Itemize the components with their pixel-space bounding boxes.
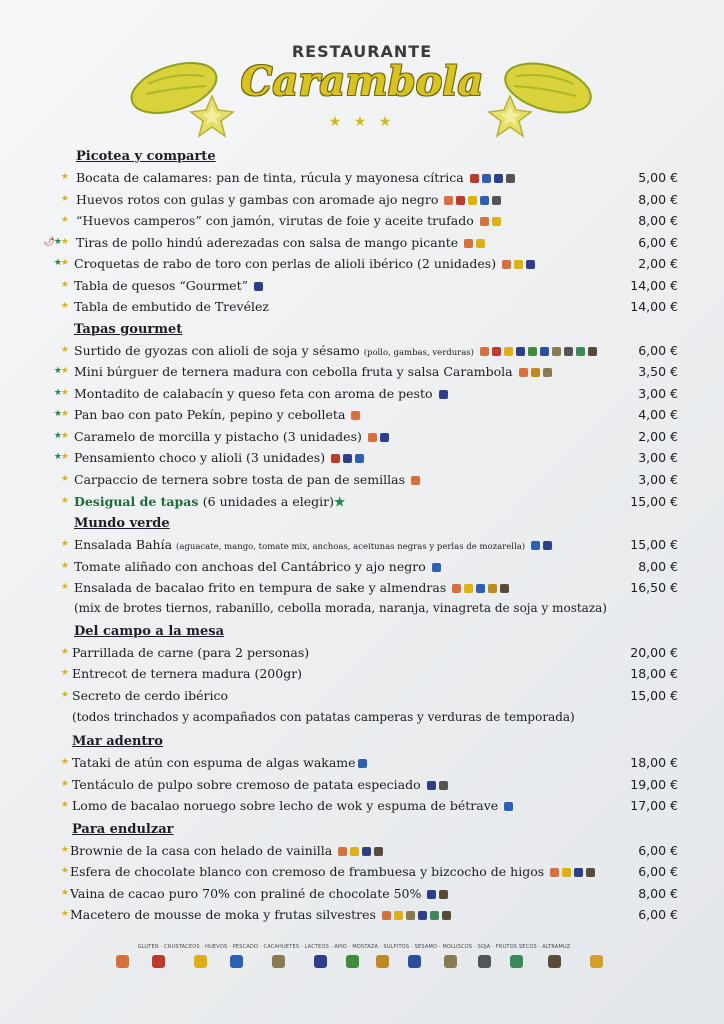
menu-item-note [0,601,724,622]
item-price: 14,00 € [630,278,678,293]
sulfitos-icon [540,347,549,356]
brand-name: Carambola [240,58,484,105]
gluten-icon [368,433,377,442]
lacteos-icon [526,260,535,269]
item-price: 2,00 € [638,256,678,271]
lacteos-icon [254,282,263,291]
crustaceos-icon [331,454,340,463]
menu-item [0,864,724,885]
item-name [76,213,504,229]
item-price: 8,00 € [638,192,678,207]
item-name-text: Tabla de quesos “Gourmet” [74,278,248,293]
item-price: 15,00 € [630,494,678,509]
item-price: 3,00 € [638,450,678,465]
soja-icon [576,347,585,356]
allergen-icons [427,778,451,793]
huevos-icon [350,847,359,856]
item-name-text: Desigual de tapas [74,494,199,509]
rating-stars: ★ [60,779,68,789]
item-price: 8,00 € [638,213,678,228]
item-name-text: Carpaccio de ternera sobre tosta de pan de semillas [74,472,406,487]
menu-item [0,170,724,191]
item-name [74,429,392,445]
item-name-text: Montadito de calabacín y queso feta con aroma de pesto [74,386,433,401]
menu-item [0,386,724,407]
rating-stars: ★ [60,647,68,657]
menu-item [0,450,724,471]
menu-item [0,429,724,450]
gluten-icon [464,239,473,248]
section-title-campo: Del campo a la mesa [74,624,224,639]
cacahuetes-icon [406,911,415,920]
item-name-text: Croquetas de rabo de toro con perlas de alioli ibérico (2 unidades) [74,256,497,271]
moluscos-icon [439,781,448,790]
frutos-secos-icon [374,847,383,856]
section-title-mundo: Mundo verde [74,516,170,531]
item-price: 4,00 € [638,407,678,422]
allergen-icons [502,257,538,272]
mostaza-icon [488,584,497,593]
menu-item-note [0,710,724,731]
menu-item [0,843,724,864]
item-name-text: Bocata de calamares: pan de tinta, rúcula y mayonesa cítrica [76,170,464,185]
rating-stars: ★★ [53,431,68,441]
lacteos-icon [439,390,448,399]
huevos-icon [394,911,403,920]
item-name [70,886,451,902]
moluscos-icon [478,955,491,968]
pescado-icon [230,955,243,968]
crustaceos-icon [470,174,479,183]
item-name: Tabla de embutido de Trevélez [74,299,269,314]
allergen-icons [439,387,451,402]
menu-item [0,666,724,687]
item-name-text: Surtido de gyozas con alioli de soja y sésamo [74,343,360,358]
rating-stars: ★ [60,866,68,876]
cacahuetes-icon [272,955,285,968]
allergen-icons [331,451,367,466]
rating-stars: ★ [60,582,68,592]
item-price: 14,00 € [630,299,678,314]
pescado-icon [358,759,367,768]
item-detail: (pollo, gambas, verduras) [363,348,474,358]
gluten-icon [382,911,391,920]
item-name-text: Ensalada de bacalao frito en tempura de sake y almendras [74,580,447,595]
allergen-icons [531,538,555,553]
huevos-icon [468,196,477,205]
menu-item [0,235,724,256]
lacteos-icon [380,433,389,442]
rating-stars: ★★ [53,452,68,462]
menu-item [0,278,724,299]
item-name [74,407,363,423]
allergen-icons [411,473,423,488]
item-name [76,170,518,186]
item-name [72,755,370,771]
rating-stars: ★★ [53,258,68,268]
item-price: 16,50 € [630,580,678,595]
gluten-icon [502,260,511,269]
sesamo-icon [543,368,552,377]
pescado-icon [504,802,513,811]
item-name [74,364,555,380]
frutos-secos-icon [588,347,597,356]
menu-header [0,38,724,138]
item-price: 6,00 € [638,843,678,858]
item-price: 3,00 € [638,386,678,401]
huevos-icon [504,347,513,356]
lacteos-icon [574,868,583,877]
crustaceos-icon [492,347,501,356]
menu-item [0,580,724,601]
item-price: 8,00 € [638,886,678,901]
moluscos-icon [492,196,501,205]
menu-item [0,407,724,428]
item-name-text: Vaina de cacao puro 70% con praliné de chocolate 50% [70,886,422,901]
frutos-secos-icon [442,911,451,920]
sulfitos-icon [408,955,421,968]
menu-item [0,494,724,515]
rating-stars: ★ [60,909,68,919]
item-price: 2,00 € [638,429,678,444]
menu-item [0,343,724,364]
menu-item [0,256,724,277]
gluten-icon [411,476,420,485]
sesamo-icon [444,955,457,968]
crustaceos-icon [152,955,165,968]
item-name [70,843,386,859]
allergen-legend-labels: GLUTEN · CRUSTACEOS · HUEVOS · PESCADO · CACAHUETES · LACTEOS · APIO · MOSTAZA · SULFITOS · SESAMO · MOLUSCOS · SOJA · FRUTOS SECOS · ALTRAMUZ [137,944,571,950]
rating-stars: ★ [60,280,68,290]
item-price: 6,00 € [638,235,678,250]
section-title-tapas: Tapas gourmet [74,322,183,337]
frutos-secos-icon [548,955,561,968]
menu-item [0,559,724,580]
section-title-endulzar: Para endulzar [72,822,174,837]
item-name [70,907,454,923]
item-price: 6,00 € [638,907,678,922]
rating-stars: ★ [60,539,68,549]
pescado-icon [476,584,485,593]
item-price: 18,00 € [630,755,678,770]
item-name-text: Macetero de mousse de moka y frutas silvestres [70,907,376,922]
item-name-text: Lomo de bacalao noruego sobre lecho de wok y espuma de bétrave [72,798,499,813]
gluten-icon [480,217,489,226]
huevos-icon [492,217,501,226]
menu-item [0,645,724,666]
rating-stars: ★ [60,845,68,855]
menu-item [0,777,724,798]
gluten-icon [519,368,528,377]
pescado-icon [432,563,441,572]
item-price: 6,00 € [638,864,678,879]
moluscos-icon [564,347,573,356]
header-stars: ★ ★ ★ [328,114,396,130]
item-name [74,343,600,359]
rating-stars: ★ [60,888,68,898]
lacteos-icon [362,847,371,856]
allergen-icons [382,908,454,923]
item-detail: (aguacate, mango, tomate mix, anchoas, aceitunas negras y perlas de mozarella) [176,542,526,552]
huevos-icon [464,584,473,593]
soja-icon [430,911,439,920]
item-name [76,192,504,208]
huevos-icon [562,868,571,877]
allergen-icons [480,344,600,359]
section-title-picotea: Picotea y comparte [76,149,216,164]
allergen-icons [432,560,444,575]
menu-item [0,192,724,213]
item-name [74,494,345,509]
allergen-icons [470,171,518,186]
rating-stars: ★ [60,194,68,204]
item-name [74,386,451,402]
item-name [74,278,266,294]
rating-stars: ★ [60,561,68,571]
allergen-icons [427,887,451,902]
pescado-icon [355,454,364,463]
menu-item [0,688,724,709]
frutos-secos-icon [500,584,509,593]
item-name [74,537,555,553]
rating-stars: ★ [60,474,68,484]
gluten-icon [452,584,461,593]
item-note: (todos trinchados y acompañados con patatas camperas y verduras de temporada) [72,710,575,724]
item-name-text: Pan bao con pato Pekín, pepino y cebolleta [74,407,346,422]
mostaza-icon [531,368,540,377]
rating-stars: ★ [60,668,68,678]
item-name [74,256,538,272]
item-name [72,777,451,793]
menu-item [0,537,724,558]
item-price: 8,00 € [638,559,678,574]
item-detail: (6 unidades a elegir) [202,494,334,509]
allergen-icons [254,279,266,294]
section-title-mar: Mar adentro [72,734,163,749]
item-price: 18,00 € [630,666,678,681]
rating-stars: ★★ [53,388,68,398]
rating-stars: ★ [60,800,68,810]
menu-item [0,886,724,907]
item-name-text: Pensamiento choco y alioli (3 unidades) [74,450,326,465]
item-name-text: “Huevos camperos” con jamón, virutas de foie y aceite trufado [76,213,474,228]
menu-item [0,472,724,493]
restaurant-word: RESTAURANTE [291,42,433,61]
item-name-text: Tataki de atún con espuma de algas wakame [72,755,356,770]
gluten-icon [550,868,559,877]
item-price: 20,00 € [630,645,678,660]
item-name-text: Tomate aliñado con anchoas del Cantábrico y ajo negro [74,559,426,574]
item-price: 19,00 € [630,777,678,792]
lacteos-icon [427,890,436,899]
allergen-icons [338,844,386,859]
rating-stars: ★ [60,215,68,225]
pescado-icon [482,174,491,183]
item-price: 3,50 € [638,364,678,379]
menu-item [0,364,724,385]
apio-icon [346,955,359,968]
menu-item [0,755,724,776]
item-name [70,864,598,880]
item-name [74,450,367,466]
gluten-icon [444,196,453,205]
item-name: Entrecot de ternera madura (200gr) [72,666,303,681]
allergen-icons [368,430,392,445]
rating-stars: 🌶★★ [43,237,68,247]
pescado-icon [480,196,489,205]
allergen-icons [480,214,504,229]
lacteos-icon [494,174,503,183]
item-name [72,798,516,814]
lacteos-icon [418,911,427,920]
item-name [74,559,444,575]
allergen-icons [519,365,555,380]
rating-stars: ★ [60,690,68,700]
item-name: Secreto de cerdo ibérico [72,688,228,703]
rating-stars: ★ [60,172,68,182]
item-name-text: Brownie de la casa con helado de vainilla [70,843,333,858]
item-name-text: Caramelo de morcilla y pistacho (3 unidades) [74,429,362,444]
altramuz-icon [590,955,603,968]
sesamo-icon [552,347,561,356]
menu-item [0,299,724,320]
star-icon: ★ [333,494,346,509]
allergen-icons [550,865,598,880]
crustaceos-icon [456,196,465,205]
huevos-icon [514,260,523,269]
rating-stars: ★ [60,345,68,355]
soja-icon [510,955,523,968]
allergen-icons [351,408,363,423]
rating-stars: ★ [60,301,68,311]
frutos-secos-icon [586,868,595,877]
item-name: Parrillada de carne (para 2 personas) [72,645,310,660]
rating-stars: ★★ [53,366,68,376]
item-note: (mix de brotes tiernos, rabanillo, cebolla morada, naranja, vinagreta de soja y mostaza) [74,601,607,615]
item-price: 5,00 € [638,170,678,185]
frutos-secos-icon [439,890,448,899]
huevos-icon [194,955,207,968]
gluten-icon [338,847,347,856]
menu-item [0,213,724,234]
item-name-text: Ensalada Bahía [74,537,173,552]
pescado-icon [531,541,540,550]
item-name-text: Tiras de pollo hindú aderezadas con salsa de mango picante [76,235,459,250]
allergen-icons [504,799,516,814]
mostaza-icon [376,955,389,968]
lacteos-icon [343,454,352,463]
allergen-icons [444,193,504,208]
item-price: 6,00 € [638,343,678,358]
allergen-legend [94,944,614,984]
lacteos-icon [427,781,436,790]
item-name-text: Esfera de chocolate blanco con cremoso de frambuesa y bizcocho de higos [70,864,545,879]
apio-icon [528,347,537,356]
item-name [74,472,423,488]
item-name-text: Tentáculo de pulpo sobre cremoso de patata especiado [72,777,421,792]
rating-stars: ★★ [53,409,68,419]
allergen-icons [358,756,370,771]
lacteos-icon [543,541,552,550]
allergen-icons [464,236,488,251]
gluten-icon [116,955,129,968]
menu-item [0,907,724,928]
menu-item [0,798,724,819]
item-name [76,235,488,251]
item-name-text: Mini búrguer de ternera madura con cebolla fruta y salsa Carambola [74,364,513,379]
item-price: 3,00 € [638,472,678,487]
lacteos-icon [314,955,327,968]
allergen-icons [452,581,512,596]
rating-stars: ★ [60,496,68,506]
item-price: 17,00 € [630,798,678,813]
rating-stars: ★ [60,757,68,767]
item-name-text: Huevos rotos con gulas y gambas con aromade ajo negro [76,192,439,207]
huevos-icon [476,239,485,248]
gluten-icon [351,411,360,420]
item-name [74,580,512,596]
gluten-icon [480,347,489,356]
item-price: 15,00 € [630,688,678,703]
item-price: 15,00 € [630,537,678,552]
lacteos-icon [516,347,525,356]
moluscos-icon [506,174,515,183]
